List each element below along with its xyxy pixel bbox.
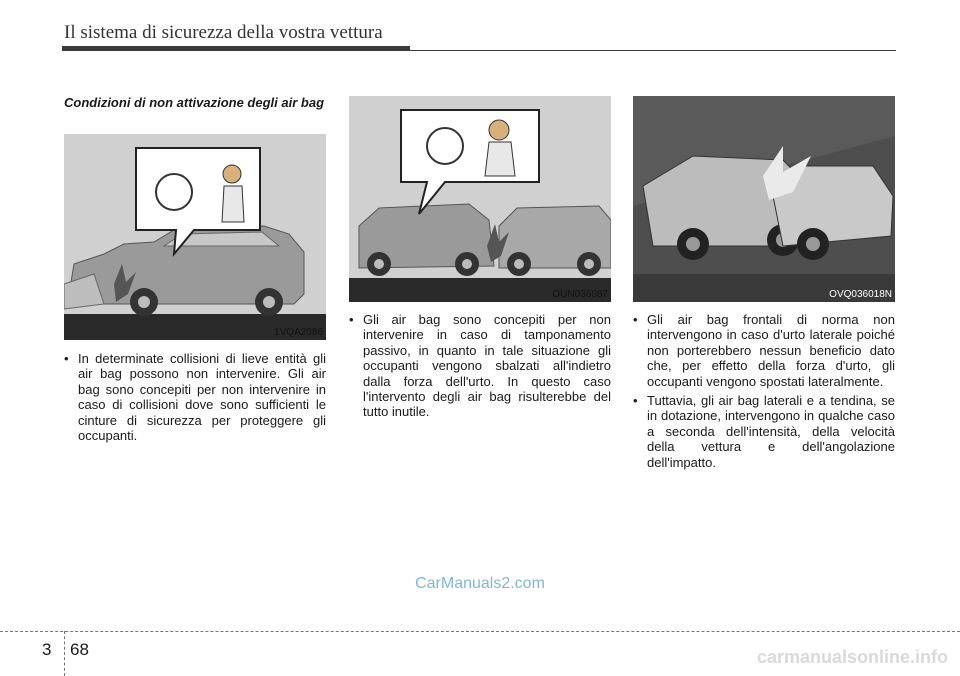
side-collision-icon — [633, 96, 895, 302]
figure-rear-end-collision — [349, 96, 611, 302]
page-number: 68 — [70, 640, 89, 659]
suv-side-impact-icon — [64, 134, 326, 340]
list-item: • Gli air bag frontali di norma non intervengono in caso d'urto laterale poiché non porterebbero nessun beneficio dato che, per effetto della forza d'urto, gli occupanti vengono spostati lateralmente. — [633, 312, 895, 389]
col3-bullet-list — [633, 312, 895, 474]
chapter-number: 3 — [42, 640, 52, 659]
list-item: • Gli air bag sono concepiti per non intervenire in caso di tamponamento passivo, in quanto in tale situazione gli occupanti vengono sbalzati all'indietro dalla forza dell'urto. In questo caso l'intervento degli air bag risulterebbe del tutto inutile. — [349, 312, 611, 420]
footer-site: carmanualsonline.info — [756, 647, 948, 667]
figure-code: 1VQA2086 — [274, 327, 323, 338]
figure-frontal-minor-collision — [64, 134, 326, 340]
list-item: • Tuttavia, gli air bag laterali e a tendina, se in dotazione, intervengono in qualche caso a seconda dell'intensità, della velocità della vettura e dell'angolazione dell'impatto. — [633, 393, 895, 470]
col1-bullet-list — [64, 351, 326, 447]
header-title: Il sistema di sicurezza della vostra vettura — [64, 22, 383, 43]
figure-code: OVQ036018N — [829, 289, 892, 300]
col2-bullet-list — [349, 312, 611, 424]
header-rule — [410, 50, 896, 51]
figure-side-collision — [633, 96, 895, 302]
footer-divider — [64, 631, 65, 676]
section-heading: Condizioni di non attivazione degli air bag — [64, 95, 325, 110]
header-bar — [62, 46, 410, 51]
rear-end-collision-icon — [349, 96, 611, 302]
footer-rule — [0, 631, 960, 632]
watermark: CarManuals2.com — [415, 575, 545, 592]
list-item: • In determinate collisioni di lieve entità gli air bag possono non intervenire. Gli air bag sono concepiti per non intervenire in caso di collisioni dove sono sufficienti le cinture di sicurezza per proteggere gli occupanti. — [64, 351, 326, 443]
figure-code: OUN036087 — [552, 289, 608, 300]
